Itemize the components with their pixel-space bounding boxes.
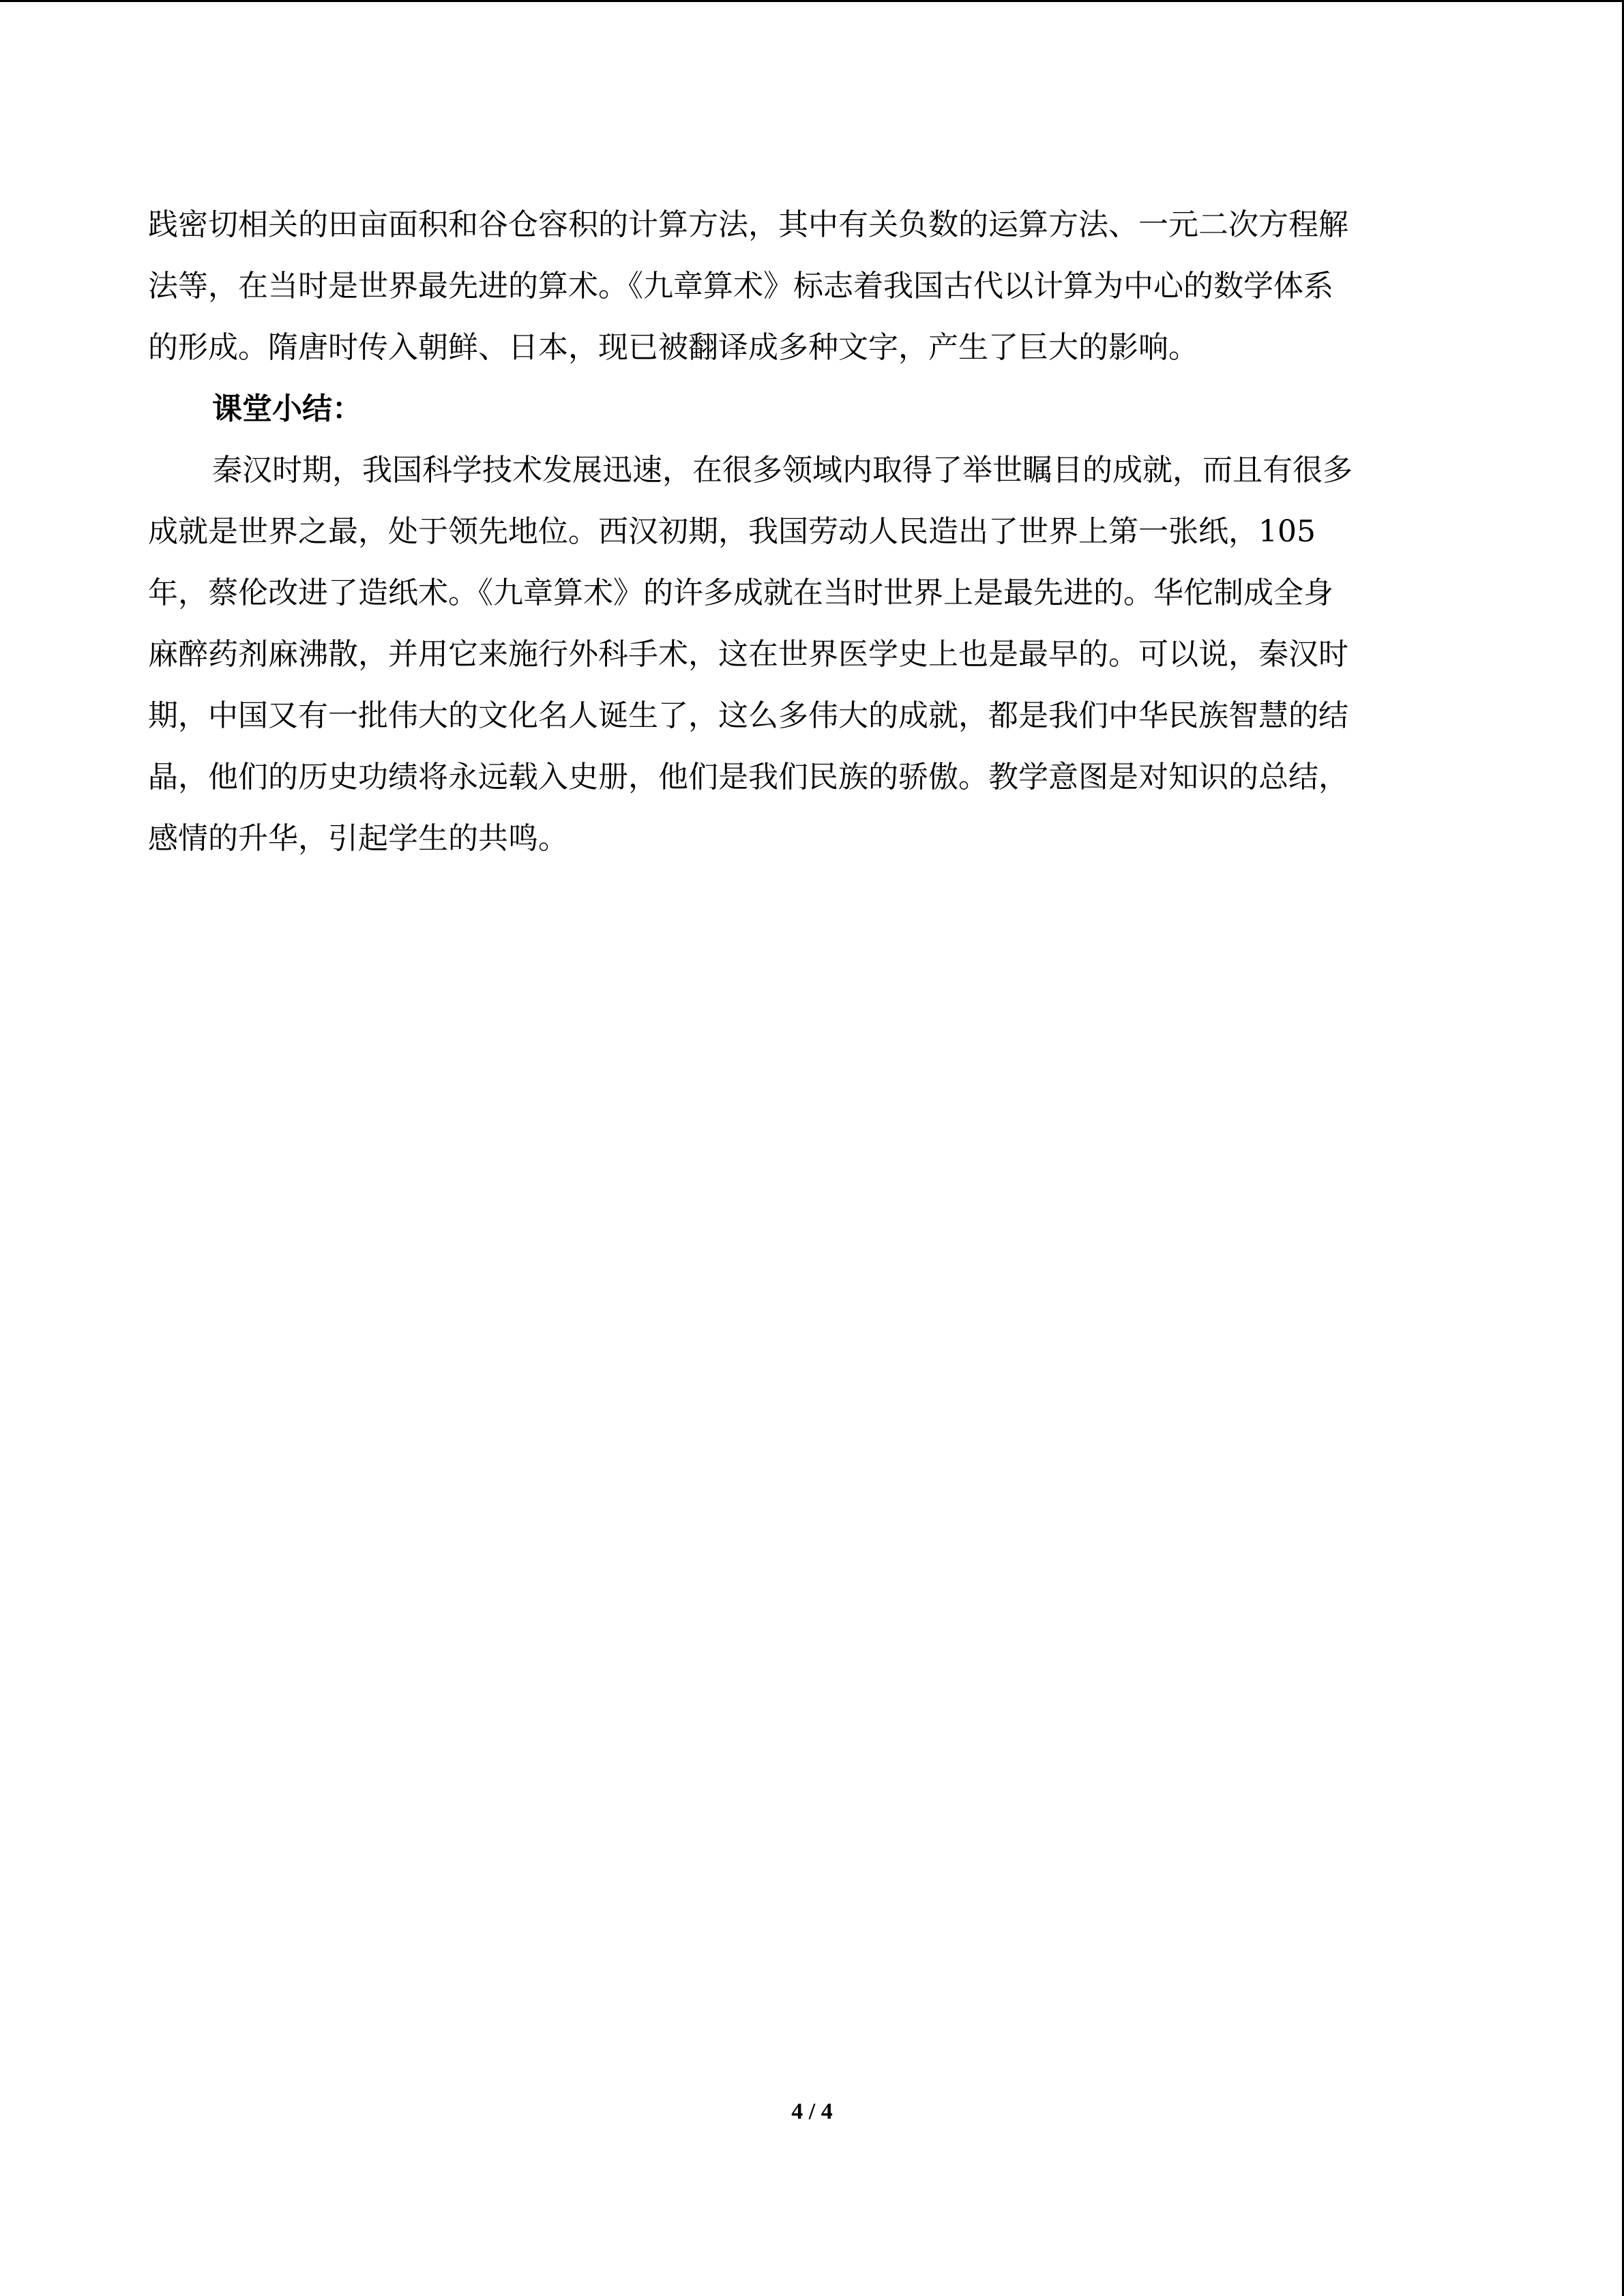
paragraph-1-line-1: 践密切相关的田亩面积和谷仓容积的计算方法，其中有关负数的运算方法、一元二次方程解 xyxy=(148,207,1348,242)
page-number: 4 / 4 xyxy=(791,2099,833,2124)
paragraph-2-line-5: 期，中国又有一批伟大的文化名人诞生了，这么多伟大的成就，都是我们中华民族智慧的结 xyxy=(148,698,1348,733)
paragraph-2-line-3: 年，蔡伦改进了造纸术。《九章算术》的许多成就在当时世界上是最先进的。华佗制成全身 xyxy=(148,576,1333,610)
paragraph-1-line-2: 法等，在当时是世界最先进的算术。《九章算术》标志着我国古代以计算为中心的数学体系 xyxy=(148,269,1333,303)
summary-heading: 课堂小结： xyxy=(212,391,362,426)
paragraph-2-line-4: 麻醉药剂麻沸散，并用它来施行外科手术，这在世界医学史上也是最早的。可以说，秦汉时 xyxy=(148,637,1348,672)
paragraph-1-line-3: 的形成。隋唐时传入朝鲜、日本，现已被翻译成多种文字，产生了巨大的影响。 xyxy=(148,330,1198,365)
paragraph-2-line-2: 成就是世界之最，处于领先地位。西汉初期，我国劳动人民造出了世界上第一张纸，105 xyxy=(148,514,1316,549)
page-top-border xyxy=(0,0,1624,2)
paragraph-2-line-6: 晶，他们的历史功绩将永远载入史册，他们是我们民族的骄傲。教学意图是对知识的总结， xyxy=(148,760,1348,794)
paragraph-2-line-7: 感情的升华，引起学生的共鸣。 xyxy=(148,821,568,856)
paragraph-2-line-1: 秦汉时期，我国科学技术发展迅速，在很多领域内取得了举世瞩目的成就，而且有很多 xyxy=(212,453,1353,488)
